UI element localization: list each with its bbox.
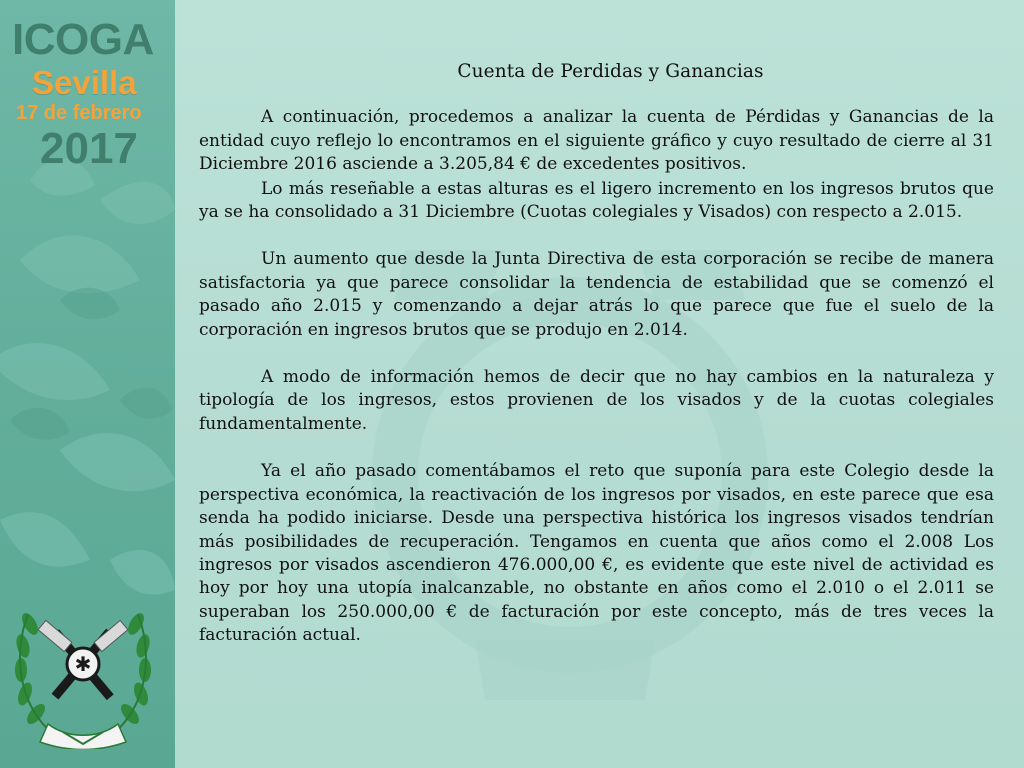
paragraph-3: Un aumento que desde la Junta Directiva de esta corporación se recibe de manera satisfactoria ya que parece consolidar la tendencia de estabilidad que se comenzó el pasado año 2.015 y comenzando a dejar atrás lo que parece que fue el suelo de la corporación en ingresos brutos que se produjo en 2.014. [199, 249, 994, 340]
sidebar [0, 0, 175, 768]
brand-title: ICOGA [12, 15, 154, 64]
document-title: Cuenta de Perdidas y Ganancias [457, 61, 764, 82]
paragraph-4: A modo de información hemos de decir que no hay cambios en la naturaleza y tipología de los ingresos, estos provienen de los visados y de la cuotas colegiales fundamentalmente. [199, 367, 994, 434]
date-label: 17 de febrero [16, 102, 142, 124]
document-body [199, 60, 994, 648]
crossed-hammers-laurel-icon [8, 594, 158, 749]
paragraph-5: Ya el año pasado comentábamos el reto que suponía para este Colegio desde la perspectiva económica, la reactivación de los ingresos por visados, en este parece que esa senda ha podido iniciarse. Desde una perspectiva histórica los ingresos visados tendrían más posibilidades de recuperación. Tengamos en cuenta que años como el 2.008 Los ingresos por visados ascendieron 476.000,00 €, es evidente que este nivel de actividad es hoy por hoy una utopía inalcanzable, no obstante en años como el 2.010 o el 2.011 se superaban los 250.000,00 € de facturación por este concepto, más de tres veces la facturación actual. [199, 461, 994, 646]
city-label: Sevilla [32, 64, 137, 101]
svg-text:✱: ✱ [74, 652, 92, 676]
year-label: 2017 [40, 124, 138, 173]
paragraph-2: Lo más reseñable a estas alturas es el ligero incremento en los ingresos brutos que ya se ha consolidado a 31 Diciembre (Cuotas colegiales y Visados) con respecto a 2.015. [199, 178, 994, 223]
paragraph-1: A continuación, procedemos a analizar la cuenta de Pérdidas y Ganancias de la entidad cuyo reflejo lo encontramos en el siguiente gráfico y cuyo resultado de cierre al 31 Diciembre 2016 asciende a 3.205,84 € de excedentes positivos. [199, 107, 994, 175]
